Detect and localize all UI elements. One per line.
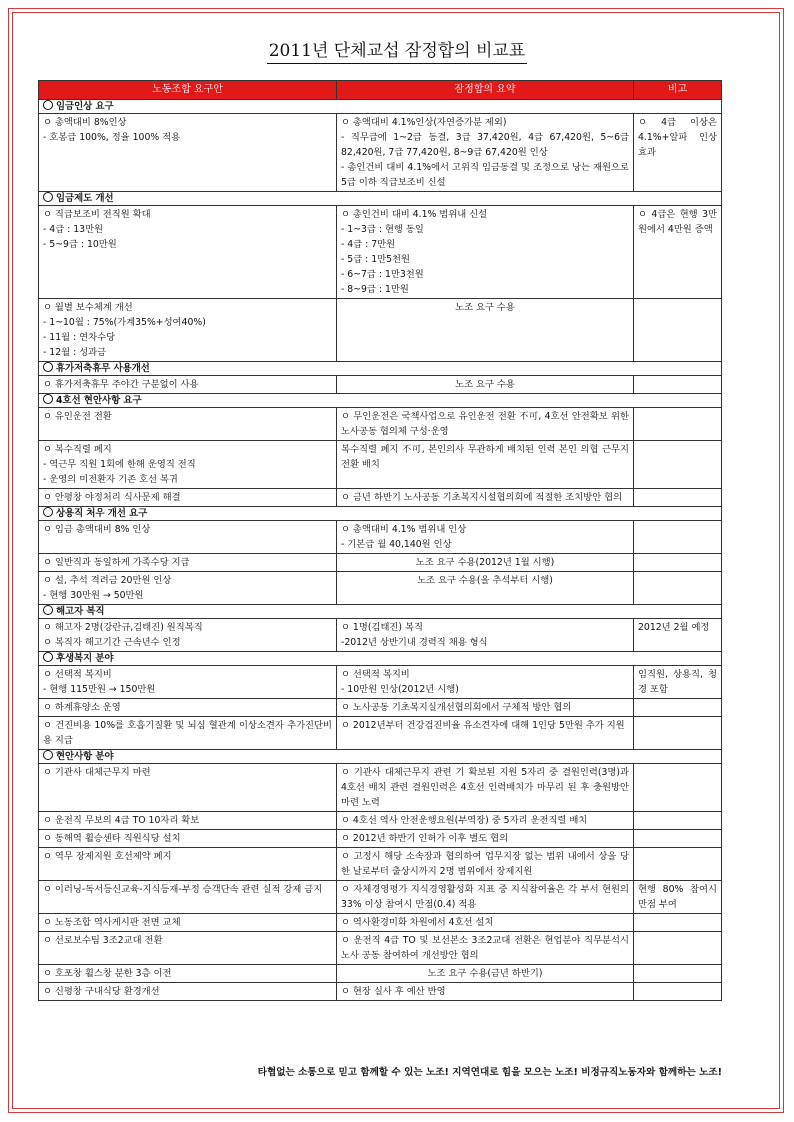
section-header-row bbox=[39, 652, 722, 666]
agreement-cell bbox=[337, 983, 634, 1001]
demand-cell bbox=[39, 114, 337, 192]
agreement-cell-line: - 총인건비 대비 4.1%에서 고위직 임금동결 및 조정으로 낭는 재원으로 5급 이하 직급보조비 신설 bbox=[341, 162, 629, 188]
comparison-table bbox=[38, 80, 722, 1001]
demand-cell bbox=[39, 965, 337, 983]
table-row bbox=[39, 572, 722, 605]
header-note: 비고 bbox=[634, 81, 722, 100]
demand-cell bbox=[39, 441, 337, 489]
agreement-cell bbox=[337, 699, 634, 717]
section-title-cell bbox=[39, 100, 722, 114]
circle-bullet-icon bbox=[43, 652, 53, 662]
agreement-cell bbox=[337, 572, 634, 605]
table-row bbox=[39, 914, 722, 932]
section-header-row bbox=[39, 192, 722, 206]
agreement-cell-line: ㅇ 무인운전은 국책사업으로 유인운전 전환 不可, 4호선 안전확보 위한 노사공동 협의체 구성·운영 bbox=[341, 411, 629, 437]
section-title: 임금제도 개선 bbox=[56, 193, 114, 204]
demand-cell-line: - 11월 : 연차수당 bbox=[43, 332, 116, 343]
note-cell bbox=[634, 554, 722, 572]
agreement-cell-line: - 10만원 인상(2012년 시행) bbox=[341, 684, 459, 695]
agreement-cell-line: ㅇ 고정시 해당 소속장과 협의하여 업무지장 없는 범위 내에서 상을 당한 날로부터 출상시까지 2명 범위에서 장제지원 bbox=[341, 851, 629, 877]
agreement-cell-line: 노조 요구 수용(올 추석부터 시행) bbox=[417, 575, 553, 586]
demand-cell bbox=[39, 848, 337, 881]
section-title: 해고자 복직 bbox=[56, 606, 105, 617]
demand-cell bbox=[39, 489, 337, 507]
demand-cell bbox=[39, 764, 337, 812]
demand-cell-line: - 운영의 미전환자 기존 호선 복귀 bbox=[43, 474, 178, 485]
demand-cell-line: ㅇ 신평창 구내식당 환경개선 bbox=[43, 986, 160, 997]
note-cell bbox=[634, 932, 722, 965]
agreement-cell bbox=[337, 914, 634, 932]
table-row bbox=[39, 441, 722, 489]
table-row bbox=[39, 489, 722, 507]
note-cell bbox=[634, 699, 722, 717]
agreement-cell bbox=[337, 717, 634, 750]
demand-cell bbox=[39, 932, 337, 965]
demand-cell-line: ㅇ 임금 총액대비 8% 인상 bbox=[43, 524, 151, 535]
section-title: 후생복지 분야 bbox=[56, 653, 114, 664]
agreement-cell bbox=[337, 764, 634, 812]
demand-cell bbox=[39, 983, 337, 1001]
section-title-cell bbox=[39, 507, 722, 521]
demand-cell-line: ㅇ 설, 추석 격려금 20만원 인상 bbox=[43, 575, 172, 586]
demand-cell bbox=[39, 554, 337, 572]
demand-cell-line: ㅇ 선택적 복지비 bbox=[43, 669, 112, 680]
note-cell-line: 현행 80% 참여시 만점 부여 bbox=[638, 884, 717, 910]
section-header-row bbox=[39, 394, 722, 408]
demand-cell-line: ㅇ 복직자 해고기간 근속년수 인정 bbox=[43, 637, 181, 648]
section-title-cell bbox=[39, 192, 722, 206]
agreement-cell bbox=[337, 830, 634, 848]
demand-cell-line: - 역근무 직원 1회에 한해 운영직 전직 bbox=[43, 459, 196, 470]
demand-cell bbox=[39, 619, 337, 652]
demand-cell-line: ㅇ 휴가저축휴무 주야간 구분없이 사용 bbox=[43, 379, 199, 390]
agreement-cell-line: ㅇ 총액대비 4.1% 범위내 인상 bbox=[341, 524, 467, 535]
demand-cell-line: ㅇ 선로보수팀 3조2교대 전환 bbox=[43, 935, 163, 946]
agreement-cell bbox=[337, 881, 634, 914]
demand-cell bbox=[39, 717, 337, 750]
note-cell bbox=[634, 812, 722, 830]
circle-bullet-icon bbox=[43, 507, 53, 517]
section-title-cell bbox=[39, 750, 722, 764]
agreement-cell bbox=[337, 376, 634, 394]
table-row bbox=[39, 965, 722, 983]
note-cell bbox=[634, 830, 722, 848]
note-cell bbox=[634, 521, 722, 554]
section-title-cell bbox=[39, 605, 722, 619]
demand-cell bbox=[39, 699, 337, 717]
demand-cell bbox=[39, 881, 337, 914]
circle-bullet-icon bbox=[43, 192, 53, 202]
demand-cell-line: - 호봉급 100%, 정율 100% 적용 bbox=[43, 132, 181, 143]
note-cell bbox=[634, 965, 722, 983]
demand-cell-line: ㅇ 유인운전 전환 bbox=[43, 411, 112, 422]
agreement-cell-line: - 4급 : 7만원 bbox=[341, 239, 396, 250]
agreement-cell bbox=[337, 619, 634, 652]
table-row bbox=[39, 521, 722, 554]
table-row bbox=[39, 206, 722, 299]
demand-cell-line: ㅇ 안평창 야정처리 식사문제 해결 bbox=[43, 492, 181, 503]
demand-cell-line: ㅇ 기관사 대체근무지 마련 bbox=[43, 767, 151, 778]
demand-cell bbox=[39, 408, 337, 441]
note-cell bbox=[634, 489, 722, 507]
note-cell bbox=[634, 717, 722, 750]
demand-cell-line: ㅇ 이러닝-독서등신교육-지식등재-부정 승객단속 관련 실적 강제 금지 bbox=[43, 884, 323, 895]
agreement-cell-line: 노조 요구 수용(금년 하반기) bbox=[427, 968, 543, 979]
agreement-cell bbox=[337, 441, 634, 489]
circle-bullet-icon bbox=[43, 750, 53, 760]
agreement-cell-line: ㅇ 자체경영평가 지식경영활성화 지표 중 지식참여율은 각 부서 현원의 33% 이상 참여시 만점(0.4) 적용 bbox=[341, 884, 629, 910]
agreement-cell-line: ㅇ 운전직 4급 TO 및 보선본소 3조2교대 전환은 현업분야 직무분석시 노사 공동 참여하여 개선방안 협의 bbox=[341, 935, 629, 961]
table-row bbox=[39, 666, 722, 699]
section-header-row bbox=[39, 362, 722, 376]
table-row bbox=[39, 717, 722, 750]
note-cell-line: 2012년 2월 예정 bbox=[638, 622, 710, 633]
agreement-cell-line: ㅇ 기관사 대체근무지 관련 기 확보된 지원 5자리 중 결원인력(3명)과 4호선 배치 관련 결원인력은 4호선 인력배치가 마무리 된 후 충원방안 마련 노력 bbox=[341, 767, 629, 808]
section-title: 휴가저축휴무 사용개선 bbox=[56, 363, 150, 374]
section-title-cell bbox=[39, 362, 722, 376]
note-cell bbox=[634, 619, 722, 652]
note-cell bbox=[634, 206, 722, 299]
demand-cell-line: ㅇ 운전직 무보의 4급 TO 10자리 확보 bbox=[43, 815, 200, 826]
header-agreement: 잠정합의 요약 bbox=[337, 81, 634, 100]
table-row bbox=[39, 408, 722, 441]
demand-cell-line: - 1~10월 : 75%(가계35%+성여40%) bbox=[43, 317, 206, 328]
agreement-cell-line: - 1~3급 : 현행 동일 bbox=[341, 224, 424, 235]
section-title-cell bbox=[39, 394, 722, 408]
agreement-cell-line: - 6~7급 : 1만3천원 bbox=[341, 269, 424, 280]
section-header-row bbox=[39, 507, 722, 521]
table-row bbox=[39, 764, 722, 812]
demand-cell bbox=[39, 299, 337, 362]
table-row bbox=[39, 848, 722, 881]
demand-cell bbox=[39, 914, 337, 932]
table-row bbox=[39, 881, 722, 914]
agreement-cell bbox=[337, 848, 634, 881]
demand-cell-line: ㅇ 직급보조비 전직원 확대 bbox=[43, 209, 151, 220]
table-row bbox=[39, 114, 722, 192]
demand-cell bbox=[39, 521, 337, 554]
agreement-cell-line: ㅇ 2012년 하반기 인허가 이후 별도 협의 bbox=[341, 833, 509, 844]
demand-cell-line: ㅇ 일반직과 동일하게 가족수당 지급 bbox=[43, 557, 190, 568]
note-cell bbox=[634, 114, 722, 192]
demand-cell-line: ㅇ 복수직렬 폐지 bbox=[43, 444, 112, 455]
agreement-cell bbox=[337, 489, 634, 507]
note-cell bbox=[634, 572, 722, 605]
section-title: 현안사항 분야 bbox=[56, 751, 114, 762]
agreement-cell-line: ㅇ 현장 실사 후 예산 반영 bbox=[341, 986, 446, 997]
demand-cell-line: - 현행 30만원 → 50만원 bbox=[43, 590, 144, 601]
agreement-cell bbox=[337, 408, 634, 441]
demand-cell-line: ㅇ 호포창 휠스창 분한 3층 이전 bbox=[43, 968, 172, 979]
table-row bbox=[39, 619, 722, 652]
demand-cell-line: - 현행 115만원 → 150만원 bbox=[43, 684, 156, 695]
demand-cell bbox=[39, 812, 337, 830]
demand-cell bbox=[39, 830, 337, 848]
demand-cell-line: ㅇ 월별 보수체계 개선 bbox=[43, 302, 133, 313]
agreement-cell bbox=[337, 521, 634, 554]
agreement-cell-line: -2012년 상반기내 경력직 채용 형식 bbox=[341, 637, 488, 648]
agreement-cell-line: ㅇ 1명(김태진) 복직 bbox=[341, 622, 423, 633]
demand-cell-line: ㅇ 해고자 2명(강란규,김태진) 원직복직 bbox=[43, 622, 203, 633]
section-header-row bbox=[39, 605, 722, 619]
note-cell bbox=[634, 764, 722, 812]
section-header-row bbox=[39, 100, 722, 114]
demand-cell bbox=[39, 206, 337, 299]
agreement-cell-line: ㅇ 노사공동 기초복지실개선협의회에서 구체적 방안 협의 bbox=[341, 702, 572, 713]
document-title: 2011년 단체교섭 잠정합의 비교표 bbox=[0, 36, 794, 61]
demand-cell-line: ㅇ 노동조합 역사게시판 전면 교체 bbox=[43, 917, 181, 928]
table-header-row bbox=[39, 81, 722, 100]
agreement-cell-line: 복수직렬 폐지 不可, 본인의사 무관하게 배치된 인력 본인 의협 근무지 전환 배치 bbox=[341, 444, 629, 470]
footer-slogan: 타협없는 소통으로 믿고 함께할 수 있는 노조! 지역연대로 힘을 모으는 노조! 비정규직노동자와 함께하는 노조! bbox=[257, 1067, 722, 1078]
agreement-cell-line: ㅇ 총인건비 대비 4.1% 범위내 신설 bbox=[341, 209, 488, 220]
demand-cell-line: ㅇ 동해역 휠승센타 직원식당 설치 bbox=[43, 833, 181, 844]
agreement-cell-line: ㅇ 선택적 복지비 bbox=[341, 669, 410, 680]
circle-bullet-icon bbox=[43, 605, 53, 615]
note-cell bbox=[634, 914, 722, 932]
demand-cell bbox=[39, 572, 337, 605]
table-body bbox=[39, 100, 722, 1001]
table-row bbox=[39, 299, 722, 362]
table-row bbox=[39, 983, 722, 1001]
note-cell bbox=[634, 299, 722, 362]
note-cell bbox=[634, 848, 722, 881]
agreement-cell-line: ㅇ 역사환경미화 차원에서 4호선 설치 bbox=[341, 917, 494, 928]
circle-bullet-icon bbox=[43, 362, 53, 372]
section-title-cell bbox=[39, 652, 722, 666]
demand-cell-line: ㅇ 총액대비 8%인상 bbox=[43, 117, 127, 128]
demand-cell-line: ㅇ 역무 장제지원 호선제약 폐지 bbox=[43, 851, 172, 862]
section-title: 상용직 처우 개선 요구 bbox=[56, 508, 148, 519]
circle-bullet-icon bbox=[43, 394, 53, 404]
note-cell-line: 임직원, 상용직, 청경 포함 bbox=[638, 669, 717, 695]
agreement-cell-line: - 기본급 월 40,140원 인상 bbox=[341, 539, 452, 550]
table-row bbox=[39, 812, 722, 830]
agreement-cell-line: 노조 요구 수용 bbox=[455, 379, 515, 390]
agreement-cell-line: - 5급 : 1만5천원 bbox=[341, 254, 411, 265]
section-title: 임금인상 요구 bbox=[56, 101, 114, 112]
agreement-cell bbox=[337, 206, 634, 299]
note-cell bbox=[634, 666, 722, 699]
note-cell bbox=[634, 408, 722, 441]
circle-bullet-icon bbox=[43, 100, 53, 110]
agreement-cell-line: 노조 요구 수용(2012년 1월 시행) bbox=[415, 557, 555, 568]
agreement-cell-line: - 8~9급 : 1만원 bbox=[341, 284, 409, 295]
agreement-cell bbox=[337, 114, 634, 192]
demand-cell bbox=[39, 376, 337, 394]
agreement-cell-line: ㅇ 4호선 역사 안전운행요원(부역장) 중 5자리 운전직렬 배치 bbox=[341, 815, 588, 826]
agreement-cell bbox=[337, 666, 634, 699]
demand-cell-line: - 12월 : 성과금 bbox=[43, 347, 107, 358]
note-cell bbox=[634, 983, 722, 1001]
agreement-cell bbox=[337, 554, 634, 572]
demand-cell-line: - 4급 : 13만원 bbox=[43, 224, 104, 235]
table-row bbox=[39, 932, 722, 965]
agreement-cell-line: ㅇ 2012년부터 건강검진비율 유소견자에 대해 1인당 5만원 추가 지원 bbox=[341, 720, 625, 731]
demand-cell-line: ㅇ 건진비용 10%를 호흡기질환 및 뇌심 혈관계 이상소견자 추가진단비용 지급 bbox=[43, 720, 332, 746]
header-demand: 노동조합 요구안 bbox=[39, 81, 337, 100]
agreement-cell bbox=[337, 965, 634, 983]
agreement-cell-line: ㅇ 금년 하반기 노사공동 기초복지시설협의회에 적절한 조치방안 협의 bbox=[341, 492, 623, 503]
agreement-cell-line: - 직무급에 1~2급 동결, 3급 37,420원, 4급 67,420원, 5~6급 82,420원, 7급 77,420원, 8~9급 67,420원 인상 bbox=[341, 132, 629, 158]
note-cell bbox=[634, 441, 722, 489]
table-row bbox=[39, 830, 722, 848]
section-header-row bbox=[39, 750, 722, 764]
table-row bbox=[39, 554, 722, 572]
agreement-cell-line: 노조 요구 수용 bbox=[455, 302, 515, 313]
agreement-cell bbox=[337, 932, 634, 965]
demand-cell bbox=[39, 666, 337, 699]
table-row bbox=[39, 376, 722, 394]
note-cell bbox=[634, 881, 722, 914]
agreement-cell bbox=[337, 299, 634, 362]
note-cell bbox=[634, 376, 722, 394]
demand-cell-line: ㅇ 하계휴양소 운영 bbox=[43, 702, 121, 713]
table-row bbox=[39, 699, 722, 717]
section-title: 4호선 현안사항 요구 bbox=[56, 395, 142, 406]
agreement-cell bbox=[337, 812, 634, 830]
demand-cell-line: - 5~9급 : 10만원 bbox=[43, 239, 117, 250]
note-cell-line: ㅇ 4급은 현행 3만원에서 4만원 증액 bbox=[638, 209, 717, 235]
agreement-cell-line: ㅇ 총액대비 4.1%인상(자연증가분 제외) bbox=[341, 117, 507, 128]
note-cell-line: ㅇ 4급 이상은 4.1%+알파 인상 효과 bbox=[638, 117, 717, 158]
